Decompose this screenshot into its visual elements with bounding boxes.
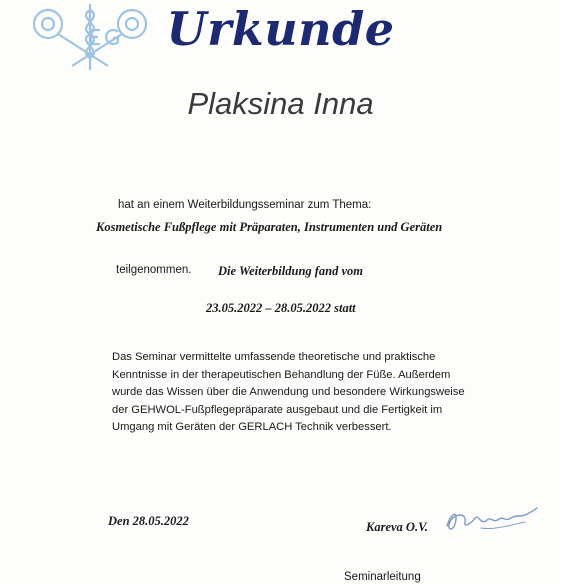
issue-date: Den 28.05.2022 xyxy=(108,514,189,528)
description-line: der GEHWOL-Fußpflegepräparate ausgebaut und die Fertigkeit im xyxy=(112,403,443,416)
description-line: Kenntnisse in der therapeutischen Behandlung der Füße. Außerdem xyxy=(112,368,451,381)
took-place-text: Die Weiterbildung fand vom xyxy=(218,264,364,278)
description-line: Das Seminar vermittelte umfassende theoretische und praktische xyxy=(112,351,436,363)
description-line: Umgang mit Geräten der GERLACH Technik verbessert. xyxy=(112,421,392,434)
description-paragraph xyxy=(112,349,552,437)
recipient-name: Plaksina Inna xyxy=(187,86,374,121)
seminar-topic: Kosmetische Fußpflege mit Präparaten, Instrumenten und Geräten xyxy=(96,220,443,234)
signer-name: Kareva O.V. xyxy=(366,520,428,534)
participated-text: teilgenommen. xyxy=(116,264,192,276)
certificate-title: Urkunde xyxy=(166,2,395,56)
date-range: 23.05.2022 – 28.05.2022 statt xyxy=(206,301,356,315)
signer-role: Seminarleitung xyxy=(344,571,421,583)
intro-text: hat an einem Weiterbildungsseminar zum Thema: xyxy=(118,199,372,211)
description-line: wurde das Wissen über die Anwendung und besondere Wirkungsweise xyxy=(112,386,465,399)
signature-icon xyxy=(441,504,541,536)
